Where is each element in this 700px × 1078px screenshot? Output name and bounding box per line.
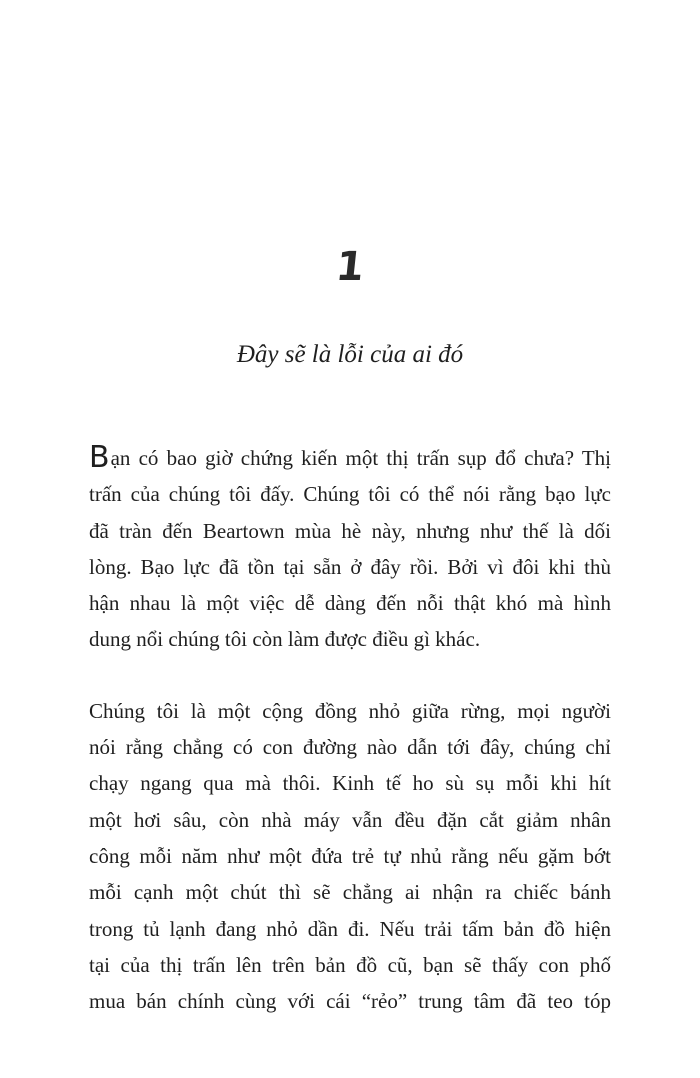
drop-cap: B [89, 440, 110, 475]
text-line: Chúng tôi là một cộng đồng nhỏ giữa rừng, mọi người [89, 698, 611, 723]
paragraph-gap [89, 658, 611, 693]
text-line: chạy ngang qua mà thôi. Kinh tế ho sù sụ mỗi khi hít [89, 771, 611, 796]
text-line-content: ạn có bao giờ chứng kiến một thị trấn sụp đổ chưa? Thị [110, 446, 611, 470]
text-line: dung nổi chúng tôi còn làm được điều gì khác. [89, 627, 481, 652]
text-line: nói rằng chẳng có con đường nào dẫn tới đây, chúng chỉ [89, 735, 611, 760]
paragraph-2 [89, 693, 611, 1020]
text-line: mua bán chính cùng với cái “rẻo” trung tâm đã teo tóp [89, 989, 611, 1014]
chapter-number: 1 [333, 244, 367, 290]
body-text [89, 440, 611, 1019]
text-line: lòng. Bạo lực đã tồn tại sẵn ở đây rồi. Bởi vì đôi khi thù [89, 554, 611, 579]
text-line: trấn của chúng tôi đấy. Chúng tôi có thể nói rằng bạo lực [89, 482, 611, 507]
text-line: tại của thị trấn lên trên bản đồ cũ, bạn sẽ thấy con phố [89, 952, 611, 977]
text-line: đã tràn đến Beartown mùa hè này, nhưng như thế là dối [89, 518, 611, 543]
text-line [89, 440, 611, 476]
text-line: hận nhau là một việc dễ dàng đến nỗi thật khó mà hình [89, 591, 611, 616]
text-line: mỗi cạnh một chút thì sẽ chẳng ai nhận ra chiếc bánh [89, 880, 611, 905]
text-line: một hơi sâu, còn nhà máy vẫn đều đặn cắt giảm nhân [89, 807, 611, 832]
text-line: trong tủ lạnh đang nhỏ dần đi. Nếu trải tấm bản đồ hiện [89, 916, 611, 941]
text-line: công mỗi năm như một đứa trẻ tự nhủ rằng nếu gặm bớt [89, 843, 611, 868]
paragraph-1 [89, 440, 611, 658]
chapter-title: Đây sẽ là lỗi của ai đó [236, 341, 464, 368]
